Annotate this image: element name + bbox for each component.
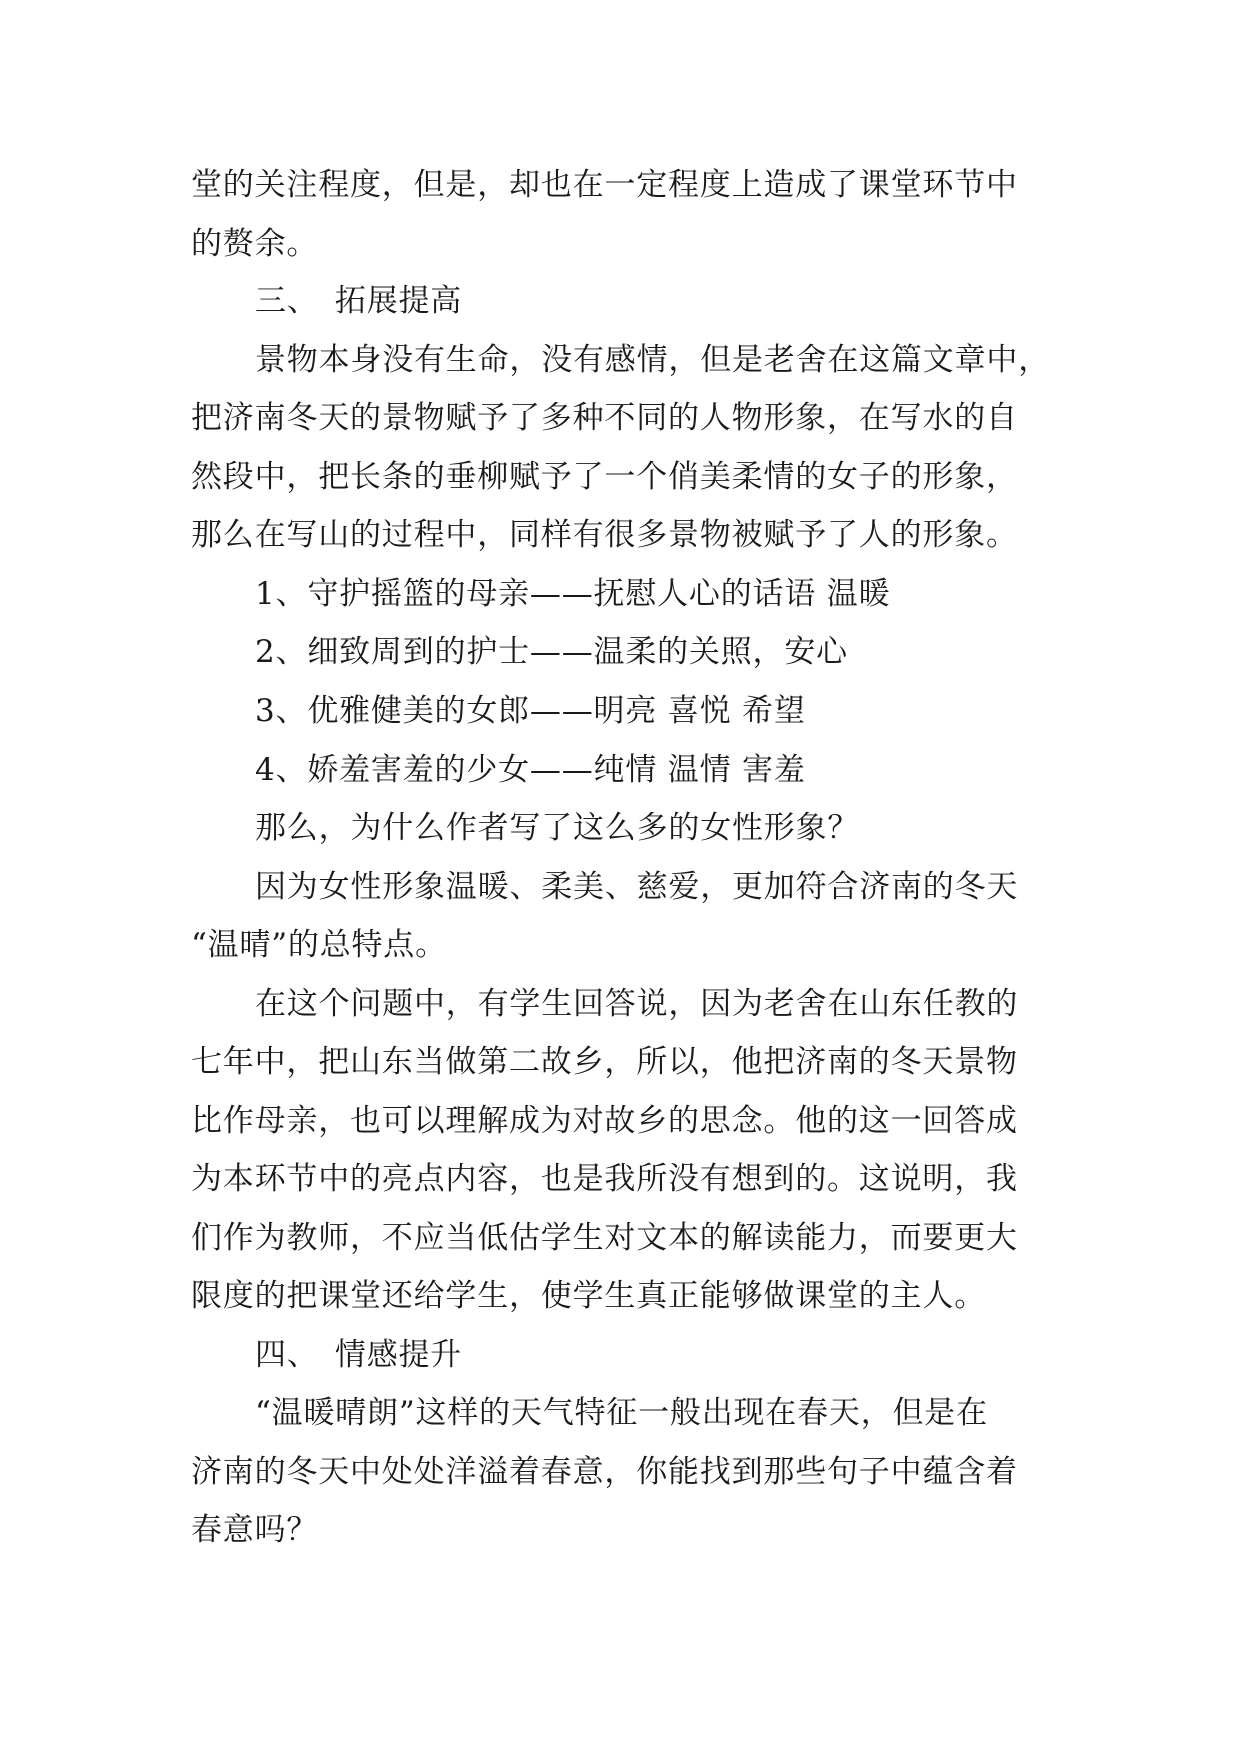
paragraph-line: 然段中，把长条的垂柳赋予了一个俏美柔情的女子的形象，: [191, 459, 1018, 495]
paragraph-line: 把济南冬天的景物赋予了多种不同的人物形象，在写水的自: [191, 400, 1018, 436]
paragraph-line: 们作为教师，不应当低估学生对文本的解读能力，而要更大: [191, 1220, 1018, 1256]
list-item: 1、守护摇篮的母亲——抚慰人心的话语 温暖: [255, 576, 891, 612]
paragraph-line: 在这个问题中，有学生回答说，因为老舍在山东任教的: [255, 986, 1019, 1022]
paragraph-line: 堂的关注程度，但是，却也在一定程度上造成了课堂环节中: [191, 167, 1018, 203]
paragraph-line: 比作母亲，也可以理解成为对故乡的思念。他的这一回答成: [191, 1103, 1018, 1139]
paragraph-line: 七年中，把山东当做第二故乡，所以，他把济南的冬天景物: [191, 1044, 1018, 1080]
section-heading: 三、 拓展提高: [255, 283, 463, 319]
paragraph-line: 限度的把课堂还给学生，使学生真正能够做课堂的主人。: [191, 1278, 986, 1314]
paragraph-line: 春意吗？: [191, 1512, 319, 1548]
list-item: 3、优雅健美的女郎——明亮 喜悦 希望: [255, 693, 806, 729]
paragraph-line: 那么，为什么作者写了这么多的女性形象？: [255, 810, 860, 846]
paragraph-line: 那么在写山的过程中，同样有很多景物被赋予了人的形象。: [191, 517, 1018, 553]
paragraph-line: 济南的冬天中处处洋溢着春意，你能找到那些句子中蕴含着: [191, 1454, 1018, 1490]
paragraph-line: “温晴”的总特点。: [191, 927, 447, 963]
paragraph-line: “温暖晴朗”这样的天气特征一般出现在春天，但是在: [255, 1395, 988, 1431]
paragraph-line: 景物本身没有生命，没有感情，但是老舍在这篇文章中，: [255, 342, 1050, 378]
list-item: 4、娇羞害羞的少女——纯情 温情 害羞: [255, 752, 806, 788]
paragraph-line: 因为女性形象温暖、柔美、慈爱，更加符合济南的冬天: [255, 869, 1019, 905]
paragraph-line: 的赘余。: [191, 226, 319, 262]
paragraph-line: 为本环节中的亮点内容，也是我所没有想到的。这说明，我: [191, 1161, 1018, 1197]
list-item: 2、细致周到的护士——温柔的关照，安心: [255, 634, 848, 670]
section-heading: 四、 情感提升: [255, 1337, 463, 1373]
